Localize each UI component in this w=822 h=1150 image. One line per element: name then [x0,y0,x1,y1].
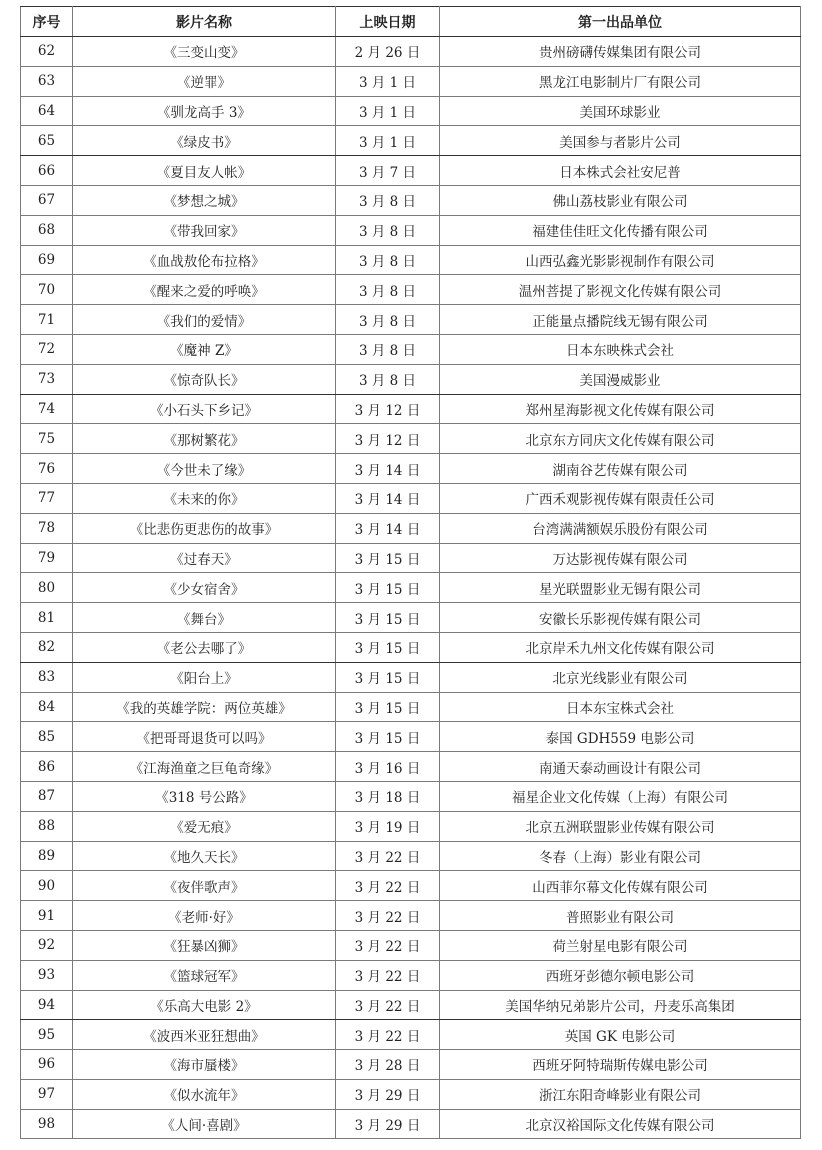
row-number: 89 [21,841,73,871]
film-title: 《我的英雄学院：两位英雄》 [73,692,336,722]
table-row [21,692,801,722]
release-date: 3 月 22 日 [336,930,440,960]
producer-name: 湖南谷艺传媒有限公司 [440,454,801,484]
release-date: 3 月 22 日 [336,871,440,901]
film-title: 《江海渔童之巨龟奇缘》 [73,752,336,782]
film-title: 《梦想之城》 [73,185,336,215]
row-number: 63 [21,66,73,96]
film-release-table [20,6,801,1139]
producer-name: 星光联盟影业无锡有限公司 [440,573,801,603]
table-row [21,662,801,692]
table-row [21,185,801,215]
film-title: 《小石头下乡记》 [73,394,336,424]
producer-name: 山西弘鑫光影影视制作有限公司 [440,245,801,275]
release-date: 3 月 16 日 [336,752,440,782]
producer-name: 黑龙江电影制片厂有限公司 [440,66,801,96]
row-number: 65 [21,126,73,156]
table-row [21,1079,801,1109]
producer-name: 北京汉裕国际文化传媒有限公司 [440,1109,801,1139]
row-number: 93 [21,960,73,990]
row-number: 67 [21,185,73,215]
producer-name: 万达影视传媒有限公司 [440,543,801,573]
release-date: 3 月 12 日 [336,424,440,454]
header-producer: 第一出品单位 [440,7,801,37]
row-number: 94 [21,990,73,1020]
row-number: 90 [21,871,73,901]
producer-name: 日本东宝株式会社 [440,692,801,722]
row-number: 66 [21,156,73,186]
release-date: 3 月 8 日 [336,334,440,364]
row-number: 64 [21,96,73,126]
release-date: 3 月 28 日 [336,1050,440,1080]
producer-name: 台湾满满额娱乐股份有限公司 [440,513,801,543]
producer-name: 荷兰射星电影有限公司 [440,930,801,960]
producer-name: 贵州磅礴传媒集团有限公司 [440,37,801,67]
row-number: 81 [21,603,73,633]
release-date: 3 月 15 日 [336,722,440,752]
film-title: 《比悲伤更悲伤的故事》 [73,513,336,543]
producer-name: 美国环球影业 [440,96,801,126]
producer-name: 佛山荔枝影业有限公司 [440,185,801,215]
row-number: 74 [21,394,73,424]
release-date: 3 月 15 日 [336,662,440,692]
release-date: 3 月 1 日 [336,126,440,156]
row-number: 80 [21,573,73,603]
film-title: 《那树繁花》 [73,424,336,454]
release-date: 3 月 22 日 [336,1020,440,1050]
row-number: 87 [21,781,73,811]
header-film-title: 影片名称 [73,7,336,37]
row-number: 62 [21,37,73,67]
film-title: 《老师·好》 [73,901,336,931]
film-title: 《绿皮书》 [73,126,336,156]
release-date: 3 月 8 日 [336,185,440,215]
release-date: 3 月 15 日 [336,543,440,573]
table-row [21,811,801,841]
table-row [21,841,801,871]
table-row [21,930,801,960]
row-number: 95 [21,1020,73,1050]
release-date: 3 月 8 日 [336,364,440,394]
film-title: 《惊奇队长》 [73,364,336,394]
release-date: 3 月 8 日 [336,245,440,275]
producer-name: 广西禾观影视传媒有限责任公司 [440,483,801,513]
table-row [21,394,801,424]
table-row [21,424,801,454]
table-row [21,752,801,782]
table-row [21,156,801,186]
film-title: 《少女宿舍》 [73,573,336,603]
row-number: 76 [21,454,73,484]
table-row [21,334,801,364]
film-title: 《夜伴歌声》 [73,871,336,901]
row-number: 70 [21,275,73,305]
film-title: 《舞台》 [73,603,336,633]
release-date: 3 月 15 日 [336,573,440,603]
row-number: 88 [21,811,73,841]
table-header-row [21,7,801,37]
film-title: 《血战敖伦布拉格》 [73,245,336,275]
row-number: 97 [21,1079,73,1109]
row-number: 72 [21,334,73,364]
release-date: 3 月 22 日 [336,841,440,871]
producer-name: 安徽长乐影视传媒有限公司 [440,603,801,633]
producer-name: 美国漫威影业 [440,364,801,394]
table-row [21,1109,801,1139]
table-row [21,126,801,156]
release-date: 3 月 14 日 [336,513,440,543]
release-date: 3 月 19 日 [336,811,440,841]
table-row [21,96,801,126]
film-title: 《海市蜃楼》 [73,1050,336,1080]
film-title: 《逆罪》 [73,66,336,96]
release-date: 3 月 12 日 [336,394,440,424]
table-row [21,1020,801,1050]
producer-name: 北京岸禾九州文化传媒有限公司 [440,632,801,662]
release-date: 2 月 26 日 [336,37,440,67]
header-release-date: 上映日期 [336,7,440,37]
table-row [21,364,801,394]
film-title: 《我们的爱情》 [73,305,336,335]
film-title: 《三变山变》 [73,37,336,67]
table-row [21,603,801,633]
release-date: 3 月 18 日 [336,781,440,811]
producer-name: 普照影业有限公司 [440,901,801,931]
film-title: 《驯龙高手 3》 [73,96,336,126]
table-row [21,454,801,484]
film-title: 《狂暴凶狮》 [73,930,336,960]
film-title: 《醒来之爱的呼唤》 [73,275,336,305]
release-date: 3 月 15 日 [336,632,440,662]
producer-name: 北京五洲联盟影业传媒有限公司 [440,811,801,841]
release-date: 3 月 15 日 [336,692,440,722]
row-number: 73 [21,364,73,394]
film-title: 《把哥哥退货可以吗》 [73,722,336,752]
release-date: 3 月 15 日 [336,603,440,633]
table-row [21,66,801,96]
release-date: 3 月 14 日 [336,483,440,513]
release-date: 3 月 8 日 [336,275,440,305]
table-row [21,483,801,513]
producer-name: 西班牙彭德尔顿电影公司 [440,960,801,990]
producer-name: 日本株式会社安尼普 [440,156,801,186]
release-date: 3 月 14 日 [336,454,440,484]
producer-name: 美国华纳兄弟影片公司，丹麦乐高集团 [440,990,801,1020]
producer-name: 泰国 GDH559 电影公司 [440,722,801,752]
film-title: 《未来的你》 [73,483,336,513]
table-row [21,990,801,1020]
release-date: 3 月 1 日 [336,96,440,126]
producer-name: 温州菩提了影视文化传媒有限公司 [440,275,801,305]
release-date: 3 月 22 日 [336,960,440,990]
table-row [21,632,801,662]
release-date: 3 月 8 日 [336,305,440,335]
row-number: 71 [21,305,73,335]
table-row [21,305,801,335]
release-date: 3 月 22 日 [336,990,440,1020]
film-title: 《今世未了缘》 [73,454,336,484]
table-row [21,871,801,901]
table-row [21,960,801,990]
release-date: 3 月 8 日 [336,215,440,245]
producer-name: 福建佳佳旺文化传播有限公司 [440,215,801,245]
producer-name: 英国 GK 电影公司 [440,1020,801,1050]
row-number: 84 [21,692,73,722]
film-title: 《地久天长》 [73,841,336,871]
table-row [21,781,801,811]
row-number: 96 [21,1050,73,1080]
row-number: 85 [21,722,73,752]
table-row [21,1050,801,1080]
row-number: 79 [21,543,73,573]
row-number: 92 [21,930,73,960]
row-number: 69 [21,245,73,275]
film-title: 《带我回家》 [73,215,336,245]
producer-name: 福星企业文化传媒（上海）有限公司 [440,781,801,811]
producer-name: 冬春（上海）影业有限公司 [440,841,801,871]
film-title: 《篮球冠军》 [73,960,336,990]
producer-name: 正能量点播院线无锡有限公司 [440,305,801,335]
table-row [21,215,801,245]
row-number: 83 [21,662,73,692]
row-number: 77 [21,483,73,513]
film-title: 《318 号公路》 [73,781,336,811]
producer-name: 西班牙阿特瑞斯传媒电影公司 [440,1050,801,1080]
film-title: 《阳台上》 [73,662,336,692]
producer-name: 山西菲尔幕文化传媒有限公司 [440,871,801,901]
producer-name: 郑州星海影视文化传媒有限公司 [440,394,801,424]
table-row [21,722,801,752]
table-row [21,573,801,603]
row-number: 68 [21,215,73,245]
release-date: 3 月 29 日 [336,1079,440,1109]
film-title: 《波西米亚狂想曲》 [73,1020,336,1050]
producer-name: 北京光线影业有限公司 [440,662,801,692]
film-title: 《爱无痕》 [73,811,336,841]
producer-name: 日本东映株式会社 [440,334,801,364]
film-title: 《过春天》 [73,543,336,573]
film-title: 《夏目友人帐》 [73,156,336,186]
table-row [21,901,801,931]
producer-name: 北京东方同庆文化传媒有限公司 [440,424,801,454]
table-row [21,275,801,305]
table-body [21,37,801,1139]
table-row [21,37,801,67]
film-title: 《魔神 Z》 [73,334,336,364]
row-number: 82 [21,632,73,662]
header-number: 序号 [21,7,73,37]
producer-name: 浙江东阳奇峰影业有限公司 [440,1079,801,1109]
release-date: 3 月 1 日 [336,66,440,96]
release-date: 3 月 29 日 [336,1109,440,1139]
film-title: 《似水流年》 [73,1079,336,1109]
table-row [21,543,801,573]
release-date: 3 月 7 日 [336,156,440,186]
row-number: 91 [21,901,73,931]
table-row [21,245,801,275]
producer-name: 美国参与者影片公司 [440,126,801,156]
release-date: 3 月 22 日 [336,901,440,931]
row-number: 98 [21,1109,73,1139]
row-number: 86 [21,752,73,782]
film-title: 《老公去哪了》 [73,632,336,662]
film-title: 《乐高大电影 2》 [73,990,336,1020]
table-row [21,513,801,543]
row-number: 78 [21,513,73,543]
row-number: 75 [21,424,73,454]
producer-name: 南通天泰动画设计有限公司 [440,752,801,782]
film-title: 《人间·喜剧》 [73,1109,336,1139]
